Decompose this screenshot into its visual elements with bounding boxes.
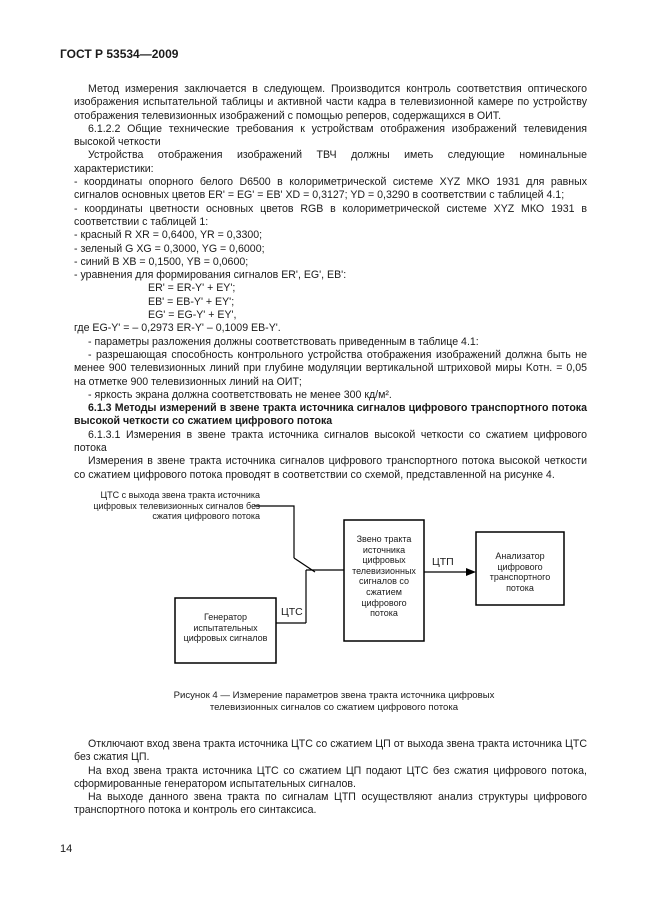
- analyzer-label: Анализатор цифрового транспортного потока: [489, 551, 551, 593]
- equation-b: EB' = EB-Y' + EY';: [148, 295, 235, 308]
- item-red: - красный R XR = 0,6400, YR = 0,3300;: [74, 229, 263, 242]
- paragraph-characteristics: Устройства отображения изображений ТВЧ должны иметь следующие номинальные характеристики:: [74, 149, 587, 175]
- cts-label: ЦТС: [281, 606, 303, 618]
- procedure-step-2: На вход звена тракта источника ЦТС со сжатием ЦП подают ЦТС без сжатия цифрового потока, сформированные генератором испытательных сигналов.: [74, 764, 587, 790]
- section-6-1-3: 6.1.3 Методы измерений в звене тракта источника сигналов цифрового транспортного потока высокой четкости со сжатием цифрового потока: [74, 402, 587, 428]
- item-blue: - синий B XB = 0,1500, YB = 0,0600;: [74, 255, 249, 268]
- document-header: ГОСТ Р 53534—2009: [60, 47, 179, 61]
- item-rgb-coordinates: - координаты цветности основных цветов RGB в колориметрической системе XYZ МКО 1931 в соответствии с таблицей 1:: [74, 202, 587, 228]
- page-number: 14: [60, 843, 73, 855]
- generator-label: Генератор испытательных цифровых сигналов: [183, 612, 268, 644]
- item-equations: - уравнения для формирования сигналов ER', EG', EB':: [74, 269, 347, 282]
- item-brightness: - яркость экрана должна соответствовать не менее 300 кд/м².: [88, 388, 392, 401]
- equation-where: где EG-Y' = – 0,2973 ER-Y' – 0,1009 EB-Y'.: [74, 322, 281, 335]
- procedure-step-1: Отключают вход звена тракта источника ЦТС со сжатием ЦП от выхода звена тракта источника ЦТС без сжатия ЦП.: [74, 738, 587, 764]
- item-green: - зеленый G XG = 0,3000, YG = 0,6000;: [74, 242, 265, 255]
- equation-g: EG' = EG-Y' + EY',: [148, 309, 237, 322]
- input-line: [254, 506, 294, 558]
- main-text: [74, 83, 587, 482]
- item-white-point: - координаты опорного белого D6500 в колориметрической системе XYZ МКО 1931 для равных сигналов основных цветов ER' = EG' = EB' XD = 0,3127; YD = 0,3290 в соответствии с таблицей 4.1;: [74, 176, 587, 202]
- ctp-arrow-icon: [466, 568, 476, 576]
- figure-caption: Рисунок 4 — Измерение параметров звена тракта источника цифровых телевизионных сигналов со сжатием цифрового потока: [173, 690, 495, 714]
- ctp-label: ЦТП: [432, 556, 454, 568]
- section-6-1-2-2: 6.1.2.2 Общие технические требования к устройствам отображения изображений телевидения высокой четкости: [74, 122, 587, 149]
- figure-4-diagram: [74, 468, 587, 686]
- item-scan-params: - параметры разложения должны соответствовать приведенным в таблице 4.1:: [88, 335, 479, 348]
- link-label: Звено тракта источника цифровых телевизионных сигналов со сжатием цифрового потока: [352, 534, 416, 619]
- equation-r: ER' = ER-Y' + EY';: [148, 282, 236, 295]
- input-signal-label: ЦТС с выхода звена тракта источника цифровых телевизионных сигналов без сжатия цифрового потока: [93, 490, 260, 522]
- paragraph-scheme: Измерения в звене тракта источника сигналов цифрового транспортного потока высокой четкости со сжатием цифрового потока проводят в соответствии со схемой, представленной на рисунке 4.: [74, 455, 587, 481]
- procedure-text: [74, 738, 587, 818]
- paragraph-method: Метод измерения заключается в следующем. Производится контроль соответствия оптического изображения испытательной таблицы и активной части кадра в телевизионной камере по устройству отображения телевизионных изображений с помощью реперов, содержащихся в ОИТ.: [74, 83, 587, 122]
- procedure-step-3: На выходе данного звена тракта по сигналам ЦТП осуществляют анализ структуры цифрового транспортного потока и контроль его синтаксиса.: [74, 791, 587, 817]
- item-resolution: - разрешающая способность контрольного устройства отображения изображений должна быть не менее 900 телевизионных линий при глубине модуляции вертикальной штриховой миры Kотн. = 0,05 на отметке 900 телевизионных линий на ОИТ;: [74, 348, 587, 388]
- section-6-1-3-1: 6.1.3.1 Измерения в звене тракта источника сигналов высокой четкости со сжатием цифрового потока: [74, 428, 587, 455]
